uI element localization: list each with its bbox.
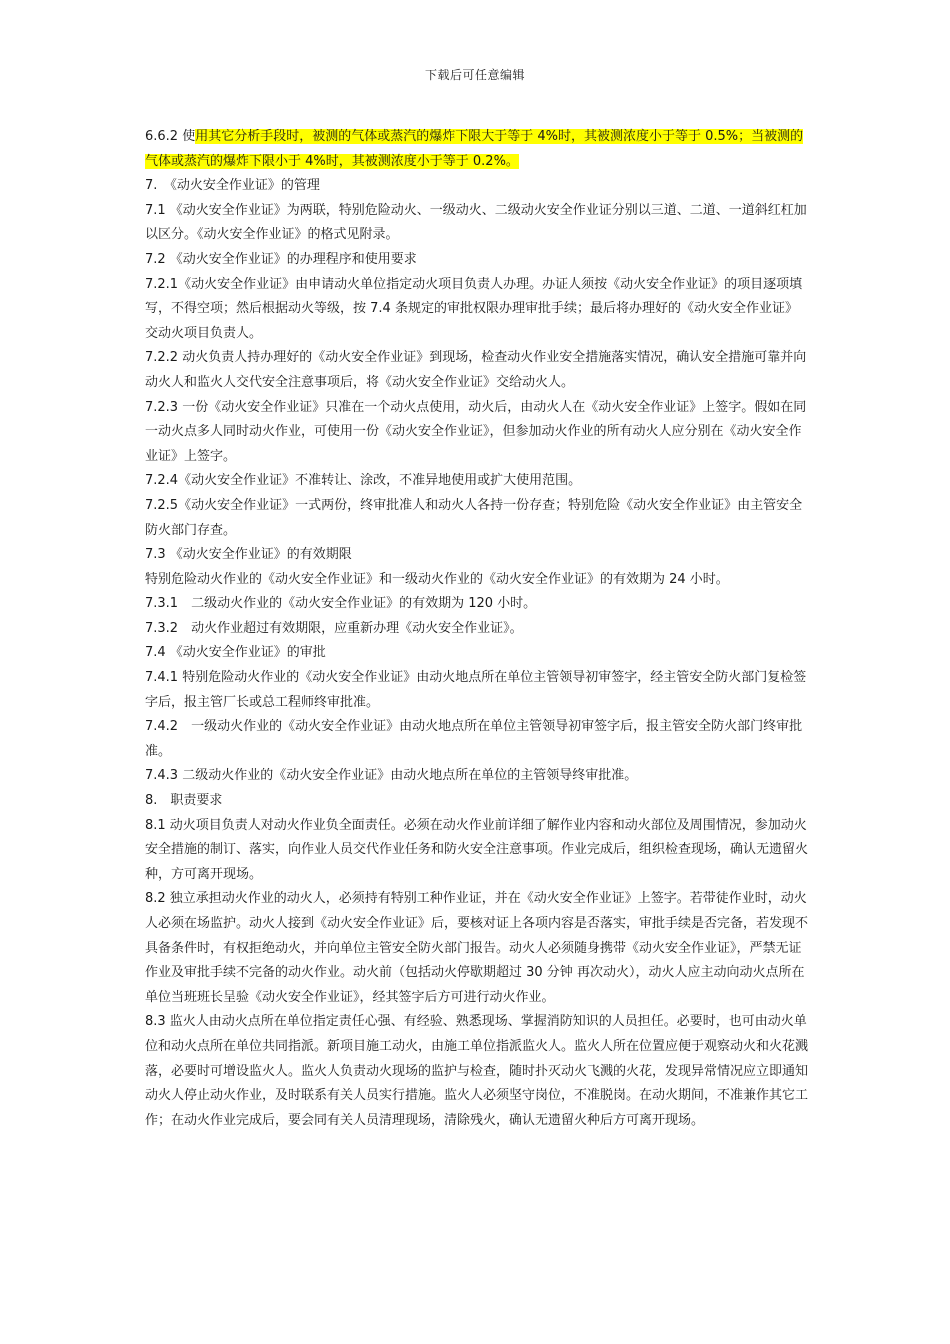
heading-7: 7. 《动火安全作业证》的管理 [145,178,320,194]
paragraph-7-1: 7.1 《动火安全作业证》为两联，特别危险动火、一级动火、二级动火安全作业证分别以三道、二道、一道斜红杠加以区分。《动火安全作业证》的格式见附录。 [145,202,807,243]
document-body [145,125,810,1133]
paragraph-6-6-2 [145,125,810,174]
paragraph-7-3-2: 7.3.2 动火作业超过有效期限，应重新办理《动火安全作业证》。 [145,620,523,636]
heading-8: 8. 职责要求 [145,793,223,809]
highlighted-text: 用其它分析手段时，被测的气体或蒸汽的爆炸下限大于等于 4%时，其被测浓度小于等于 0.5%；当被测的气体或蒸汽的爆炸下限小于 4%时，其被测浓度小于等于 0.2%。 [145,129,804,169]
paragraph-7-2-3: 7.2.3 一份《动火安全作业证》只准在一个动火点使用，动火后，由动火人在《动火安全作业证》上签字。假如在同一动火点多人同时动火作业，可使用一份《动火安全作业证》，但参加动火作业的所有动火人应分别在《动火安全作业证》上签字。 [145,399,807,464]
paragraph-7-2-5: 7.2.5《动火安全作业证》一式两份，终审批准人和动火人各持一份存查；特别危险《动火安全作业证》由主管安全防火部门存查。 [145,497,803,538]
paragraph-8-1: 8.1 动火项目负责人对动火作业负全面责任。必须在动火作业前详细了解作业内容和动火部位及周围情况，参加动火安全措施的制订、落实，向作业人员交代作业任务和防火安全注意事项。作业完成后，组织检查现场，确认无遗留火种，方可离开现场。 [145,817,809,882]
paragraph-8-2: 8.2 独立承担动火作业的动火人，必须持有特别工种作业证，并在《动火安全作业证》上签字。若带徒作业时，动火人必须在场监护。动火人接到《动火安全作业证》后，要核对证上各项内容是否落实，审批手续是否完备，若发现不具备条件时，有权拒绝动火，并向单位主管安全防火部门报告。动火人必须随身携带《动火安全作业证》，严禁无证作业及审批手续不完备的动火作业。动火前（包括动火停歇期超过 30 分钟 再次动火），动火人应主动向动火点所在单位当班班长呈验《动火安全作业证》，经其签字后方可进行动火作业。 [145,891,809,1005]
heading-7-3: 7.3 《动火安全作业证》的有效期限 [145,547,352,563]
paragraph-7-4-1: 7.4.1 特别危险动火作业的《动火安全作业证》由动火地点所在单位主管领导初审签字，经主管安全防火部门复检签字后，报主管厂长或总工程师终审批准。 [145,670,807,710]
paragraph-7-2-4: 7.2.4《动火安全作业证》不准转让、涂改，不准异地使用或扩大使用范围。 [145,473,582,489]
paragraph-7-2-2: 7.2.2 动火负责人持办理好的《动火安全作业证》到现场，检查动火作业安全措施落实情况，确认安全措施可靠并向动火人和监火人交代安全注意事项后，将《动火安全作业证》交给动火人。 [145,350,807,390]
paragraph-7-2-1: 7.2.1《动火安全作业证》由申请动火单位指定动火项目负责人办理。办证人须按《动火安全作业证》的项目逐项填写，不得空项；然后根据动火等级，按 7.4 条规定的审批权限办理审批手续；最后将办理好的《动火安全作业证》交动火项目负责人。 [145,276,803,341]
paragraph-prefix: 6.6.2 使 [145,129,196,144]
paragraph-7-3-1: 7.3.1 二级动火作业的《动火安全作业证》的有效期为 120 小时。 [145,596,537,612]
paragraph-validity: 特别危险动火作业的《动火安全作业证》和一级动火作业的《动火安全作业证》的有效期为 24 小时。 [145,571,729,587]
paragraph-8-3: 8.3 监火人由动火点所在单位指定责任心强、有经验、熟悉现场、掌握消防知识的人员担任。必要时，也可由动火单位和动火点所在单位共同指派。新项目施工动火，由施工单位指派监火人。监火人所在位置应便于观察动火和火花溅落，必要时可增设监火人。监火人负责动火现场的监护与检查，随时扑灭动火飞溅的火花，发现异常情况应立即通知动火人停止动火作业，及时联系有关人员实行措施。监火人必须坚守岗位，不准脱岗。在动火期间，不准兼作其它工作；在动火作业完成后，要会同有关人员清理现场，清除残火，确认无遗留火种后方可离开现场。 [145,1014,809,1128]
paragraph-7-4-2: 7.4.2 一级动火作业的《动火安全作业证》由动火地点所在单位主管领导初审签字后，报主管安全防火部门终审批准。 [145,719,803,759]
page-header: 下载后可任意编辑 [424,68,525,82]
paragraph-7-4-3: 7.4.3 二级动火作业的《动火安全作业证》由动火地点所在单位的主管领导终审批准。 [145,768,638,784]
heading-7-2: 7.2 《动火安全作业证》的办理程序和使用要求 [145,251,417,267]
heading-7-4: 7.4 《动火安全作业证》的审批 [145,645,326,661]
